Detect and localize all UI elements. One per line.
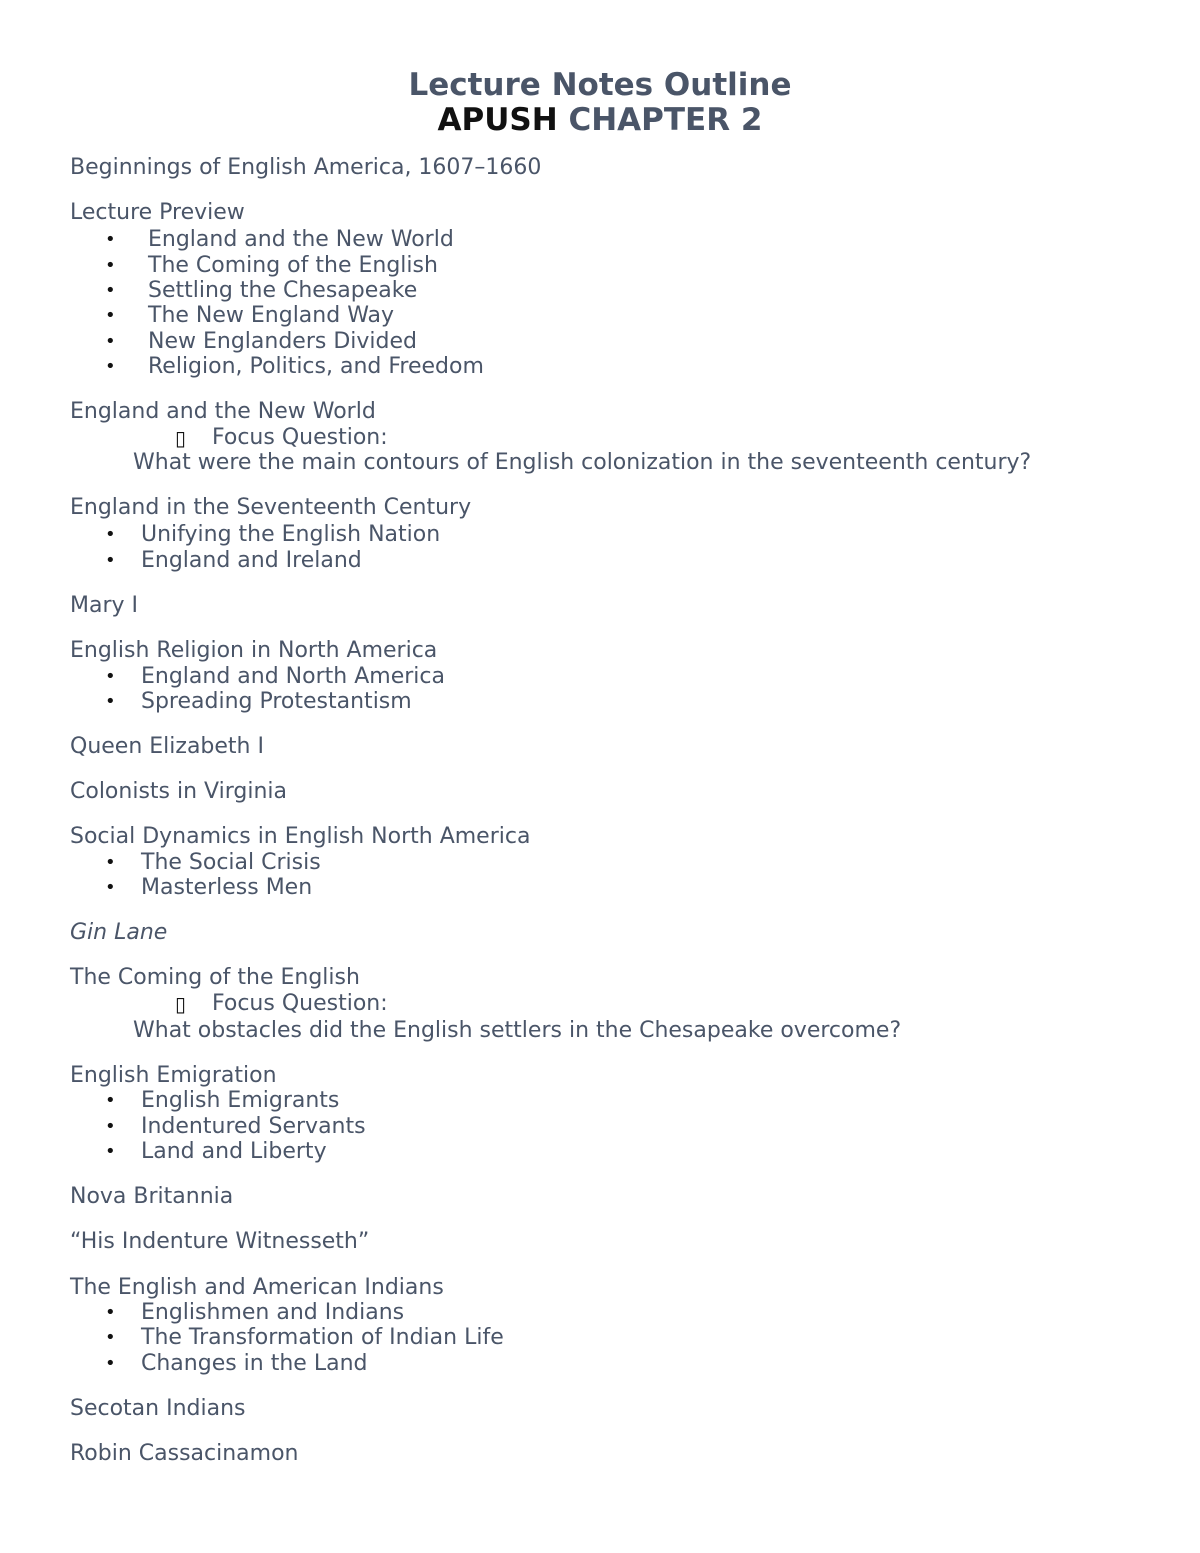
bullet-icon: • xyxy=(105,255,116,276)
focus-question-text: What were the main contours of English colonization in the seventeenth century? xyxy=(133,450,1032,475)
section-heading: Nova Britannia xyxy=(70,1184,234,1209)
list-item-text: New Englanders Divided xyxy=(148,329,417,354)
subtitle-chapter: CHAPTER 2 xyxy=(557,102,763,138)
bullet-icon: • xyxy=(105,524,116,545)
bullet-icon: • xyxy=(105,280,116,301)
bullet-icon: • xyxy=(105,691,116,712)
bullet-icon: • xyxy=(105,331,116,352)
list-item-text: Indentured Servants xyxy=(141,1114,366,1139)
page-subtitle xyxy=(0,101,1200,139)
bullet-icon: • xyxy=(105,550,116,571)
page-title: Lecture Notes Outline xyxy=(408,67,792,103)
list-item-text: England and North America xyxy=(141,664,445,689)
list-item-text: English Emigrants xyxy=(141,1088,340,1113)
list-item-text: Settling the Chesapeake xyxy=(148,278,418,303)
list-item-text: Englishmen and Indians xyxy=(141,1300,405,1325)
bullet-icon: • xyxy=(105,356,116,377)
section-heading: Mary I xyxy=(70,593,139,618)
list-item-text: England and the New World xyxy=(148,227,454,252)
section-heading: “His Indenture Witnesseth” xyxy=(70,1229,370,1254)
bullet-icon: • xyxy=(105,666,116,687)
bullet-icon: • xyxy=(105,852,116,873)
list-item-text: Spreading Protestantism xyxy=(141,689,412,714)
box-icon: ▯ xyxy=(175,992,187,1016)
list-item-text: Land and Liberty xyxy=(141,1139,327,1164)
section-heading: Robin Cassacinamon xyxy=(70,1441,299,1466)
list-item-text: England and Ireland xyxy=(141,548,362,573)
section-heading: English Emigration xyxy=(70,1063,277,1088)
list-item-text: The Transformation of Indian Life xyxy=(141,1325,504,1350)
chapter-heading: Beginnings of English America, 1607–1660 xyxy=(70,155,542,180)
section-heading: The Coming of the English xyxy=(70,965,360,990)
box-icon: ▯ xyxy=(175,426,187,450)
section-heading: Secotan Indians xyxy=(70,1396,246,1421)
section-heading: The English and American Indians xyxy=(70,1275,444,1300)
subtitle-apush: APUSH xyxy=(437,102,558,138)
bullet-icon: • xyxy=(105,1141,116,1162)
bullet-icon: • xyxy=(105,1116,116,1137)
section-heading: Colonists in Virginia xyxy=(70,779,287,804)
list-item-text: The Social Crisis xyxy=(141,850,321,875)
bullet-icon: • xyxy=(105,1302,116,1323)
bullet-icon: • xyxy=(105,1353,116,1374)
section-heading: Gin Lane xyxy=(70,920,168,945)
bullet-icon: • xyxy=(105,1327,116,1348)
section-heading: England and the New World xyxy=(70,399,376,424)
list-item-text: Changes in the Land xyxy=(141,1351,368,1376)
section-heading: English Religion in North America xyxy=(70,638,438,663)
list-item-text: Religion, Politics, and Freedom xyxy=(148,354,484,379)
section-heading: Social Dynamics in English North America xyxy=(70,824,531,849)
bullet-icon: • xyxy=(105,229,116,250)
list-item-text: Masterless Men xyxy=(141,875,313,900)
list-item-text: The Coming of the English xyxy=(148,253,438,278)
section-heading: Queen Elizabeth I xyxy=(70,734,264,759)
bullet-icon: • xyxy=(105,877,116,898)
focus-question-label: Focus Question: xyxy=(212,991,388,1016)
preview-heading: Lecture Preview xyxy=(70,200,245,225)
focus-question-text: What obstacles did the English settlers in the Chesapeake overcome? xyxy=(133,1018,902,1043)
bullet-icon: • xyxy=(105,1090,116,1111)
section-heading: England in the Seventeenth Century xyxy=(70,495,472,520)
list-item-text: Unifying the English Nation xyxy=(141,522,441,547)
list-item-text: The New England Way xyxy=(148,303,395,328)
focus-question-label: Focus Question: xyxy=(212,425,388,450)
bullet-icon: • xyxy=(105,305,116,326)
